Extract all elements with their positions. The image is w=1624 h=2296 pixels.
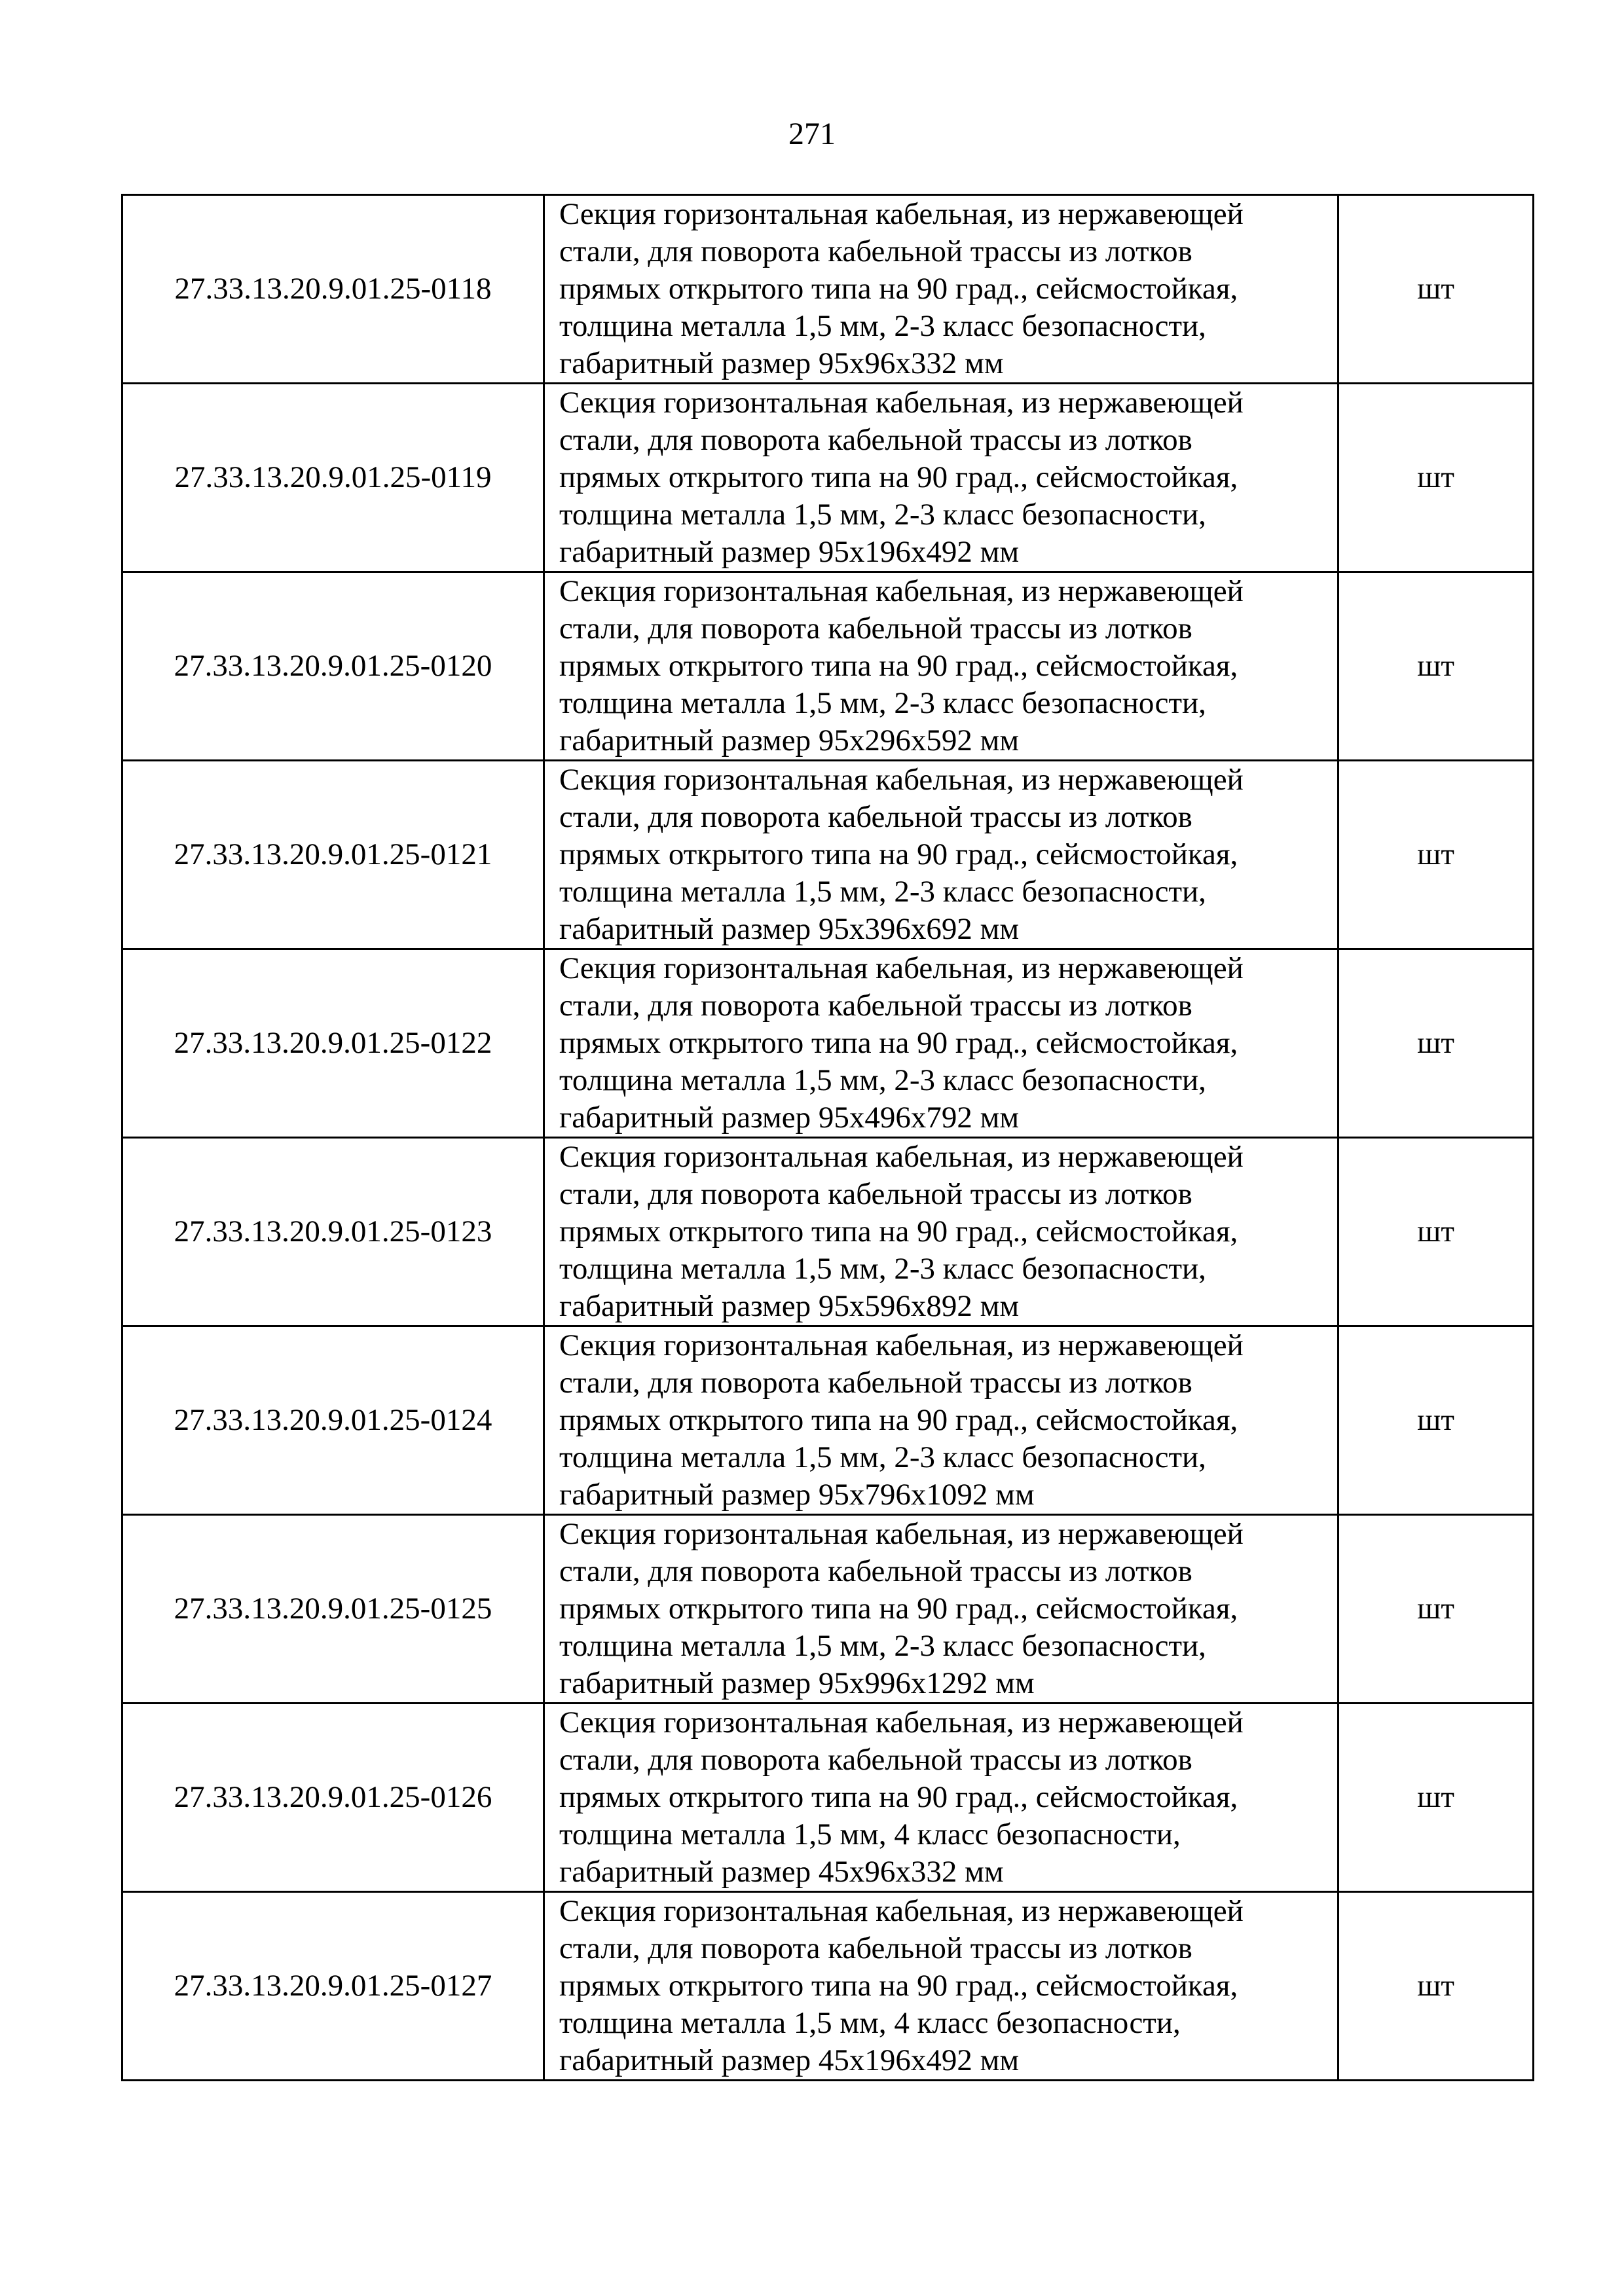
- table-row: [122, 195, 1534, 384]
- resource-code-cell: 27.33.13.20.9.01.25-0122: [122, 949, 544, 1138]
- description-line: стали, для поворота кабельной трассы из лотков: [559, 234, 1192, 268]
- description-line: толщина металла 1,5 мм, 2-3 класс безопасности,: [559, 686, 1206, 720]
- description-line: прямых открытого типа на 90 град., сейсмостойкая,: [559, 837, 1238, 871]
- resource-description-cell: [544, 1704, 1338, 1892]
- table-row: [122, 1515, 1534, 1704]
- resource-code-cell: 27.33.13.20.9.01.25-0124: [122, 1326, 544, 1515]
- table-row: [122, 949, 1534, 1138]
- table-row: [122, 1704, 1534, 1892]
- description-line: толщина металла 1,5 мм, 4 класс безопасности,: [559, 2006, 1181, 2040]
- resource-code-cell: 27.33.13.20.9.01.25-0125: [122, 1515, 544, 1704]
- description-line: Секция горизонтальная кабельная, из нержавеющей: [559, 1140, 1244, 1174]
- description-line: габаритный размер 95x996x1292 мм: [559, 1666, 1035, 1700]
- description-line: Секция горизонтальная кабельная, из нержавеющей: [559, 951, 1244, 985]
- unit-cell: шт: [1338, 1704, 1534, 1892]
- description-line: габаритный размер 95x496x792 мм: [559, 1101, 1020, 1135]
- resource-code-cell: 27.33.13.20.9.01.25-0127: [122, 1892, 544, 2081]
- description-line: Секция горизонтальная кабельная, из нержавеющей: [559, 386, 1244, 420]
- table-row: [122, 384, 1534, 572]
- resource-description-cell: [544, 384, 1338, 572]
- resource-description-cell: [544, 761, 1338, 949]
- resource-description-cell: [544, 1892, 1338, 2081]
- description-line: толщина металла 1,5 мм, 2-3 класс безопасности,: [559, 875, 1206, 909]
- unit-cell: шт: [1338, 949, 1534, 1138]
- description-line: стали, для поворота кабельной трассы из лотков: [559, 1177, 1192, 1211]
- resource-description-cell: [544, 572, 1338, 761]
- resource-code-cell: 27.33.13.20.9.01.25-0123: [122, 1138, 544, 1326]
- description-line: толщина металла 1,5 мм, 2-3 класс безопасности,: [559, 498, 1206, 532]
- description-line: Секция горизонтальная кабельная, из нержавеющей: [559, 574, 1244, 608]
- unit-cell: шт: [1338, 1515, 1534, 1704]
- resource-code-cell: 27.33.13.20.9.01.25-0118: [122, 195, 544, 384]
- resource-description-cell: [544, 1515, 1338, 1704]
- description-line: Секция горизонтальная кабельная, из нержавеющей: [559, 1328, 1244, 1362]
- description-line: толщина металла 1,5 мм, 2-3 класс безопасности,: [559, 1440, 1206, 1474]
- table-row: [122, 1892, 1534, 2081]
- description-line: стали, для поворота кабельной трассы из лотков: [559, 1743, 1192, 1777]
- description-line: габаритный размер 45x96x332 мм: [559, 1855, 1004, 1889]
- description-line: Секция горизонтальная кабельная, из нержавеющей: [559, 197, 1244, 231]
- description-line: прямых открытого типа на 90 град., сейсмостойкая,: [559, 460, 1238, 494]
- description-line: габаритный размер 95x96x332 мм: [559, 346, 1004, 380]
- description-line: толщина металла 1,5 мм, 2-3 класс безопасности,: [559, 1063, 1206, 1097]
- description-line: прямых открытого типа на 90 град., сейсмостойкая,: [559, 1592, 1238, 1626]
- unit-cell: шт: [1338, 761, 1534, 949]
- description-line: стали, для поворота кабельной трассы из лотков: [559, 1554, 1192, 1588]
- resource-description-cell: [544, 195, 1338, 384]
- description-line: Секция горизонтальная кабельная, из нержавеющей: [559, 763, 1244, 797]
- description-line: стали, для поворота кабельной трассы из лотков: [559, 1931, 1192, 1965]
- description-line: прямых открытого типа на 90 град., сейсмостойкая,: [559, 1780, 1238, 1814]
- resource-description-cell: [544, 1326, 1338, 1515]
- resource-description-cell: [544, 1138, 1338, 1326]
- description-line: габаритный размер 95x296x592 мм: [559, 723, 1020, 757]
- description-line: габаритный размер 95x396x692 мм: [559, 912, 1020, 946]
- resource-code-cell: 27.33.13.20.9.01.25-0120: [122, 572, 544, 761]
- description-line: стали, для поворота кабельной трассы из лотков: [559, 800, 1192, 834]
- description-line: прямых открытого типа на 90 град., сейсмостойкая,: [559, 1969, 1238, 2003]
- description-line: толщина металла 1,5 мм, 2-3 класс безопасности,: [559, 309, 1206, 343]
- description-line: толщина металла 1,5 мм, 2-3 класс безопасности,: [559, 1252, 1206, 1286]
- description-line: Секция горизонтальная кабельная, из нержавеющей: [559, 1705, 1244, 1740]
- unit-cell: шт: [1338, 572, 1534, 761]
- description-line: толщина металла 1,5 мм, 4 класс безопасности,: [559, 1817, 1181, 1851]
- unit-cell: шт: [1338, 1892, 1534, 2081]
- description-line: стали, для поворота кабельной трассы из лотков: [559, 423, 1192, 457]
- description-line: прямых открытого типа на 90 град., сейсмостойкая,: [559, 1403, 1238, 1437]
- description-line: прямых открытого типа на 90 град., сейсмостойкая,: [559, 649, 1238, 683]
- unit-cell: шт: [1338, 1326, 1534, 1515]
- unit-cell: шт: [1338, 195, 1534, 384]
- description-line: стали, для поворота кабельной трассы из лотков: [559, 989, 1192, 1023]
- resource-code-cell: 27.33.13.20.9.01.25-0121: [122, 761, 544, 949]
- description-line: прямых открытого типа на 90 град., сейсмостойкая,: [559, 1214, 1238, 1248]
- description-line: габаритный размер 95x596x892 мм: [559, 1289, 1020, 1323]
- description-line: прямых открытого типа на 90 град., сейсмостойкая,: [559, 1026, 1238, 1060]
- unit-cell: шт: [1338, 384, 1534, 572]
- description-line: габаритный размер 95x796x1092 мм: [559, 1478, 1035, 1512]
- resource-description-cell: [544, 949, 1338, 1138]
- description-line: Секция горизонтальная кабельная, из нержавеющей: [559, 1517, 1244, 1551]
- description-line: Секция горизонтальная кабельная, из нержавеющей: [559, 1894, 1244, 1928]
- resource-code-cell: 27.33.13.20.9.01.25-0119: [122, 384, 544, 572]
- description-line: стали, для поворота кабельной трассы из лотков: [559, 611, 1192, 646]
- resource-table: [121, 194, 1534, 2081]
- table-row: [122, 1326, 1534, 1515]
- table-row: [122, 761, 1534, 949]
- description-line: стали, для поворота кабельной трассы из лотков: [559, 1366, 1192, 1400]
- description-line: габаритный размер 45x196x492 мм: [559, 2043, 1020, 2077]
- description-line: толщина металла 1,5 мм, 2-3 класс безопасности,: [559, 1629, 1206, 1663]
- page-number: 271: [788, 117, 836, 151]
- table-body: [122, 195, 1534, 2081]
- description-line: прямых открытого типа на 90 град., сейсмостойкая,: [559, 272, 1238, 306]
- unit-cell: шт: [1338, 1138, 1534, 1326]
- table-row: [122, 1138, 1534, 1326]
- description-line: габаритный размер 95x196x492 мм: [559, 535, 1020, 569]
- table-row: [122, 572, 1534, 761]
- resource-code-cell: 27.33.13.20.9.01.25-0126: [122, 1704, 544, 1892]
